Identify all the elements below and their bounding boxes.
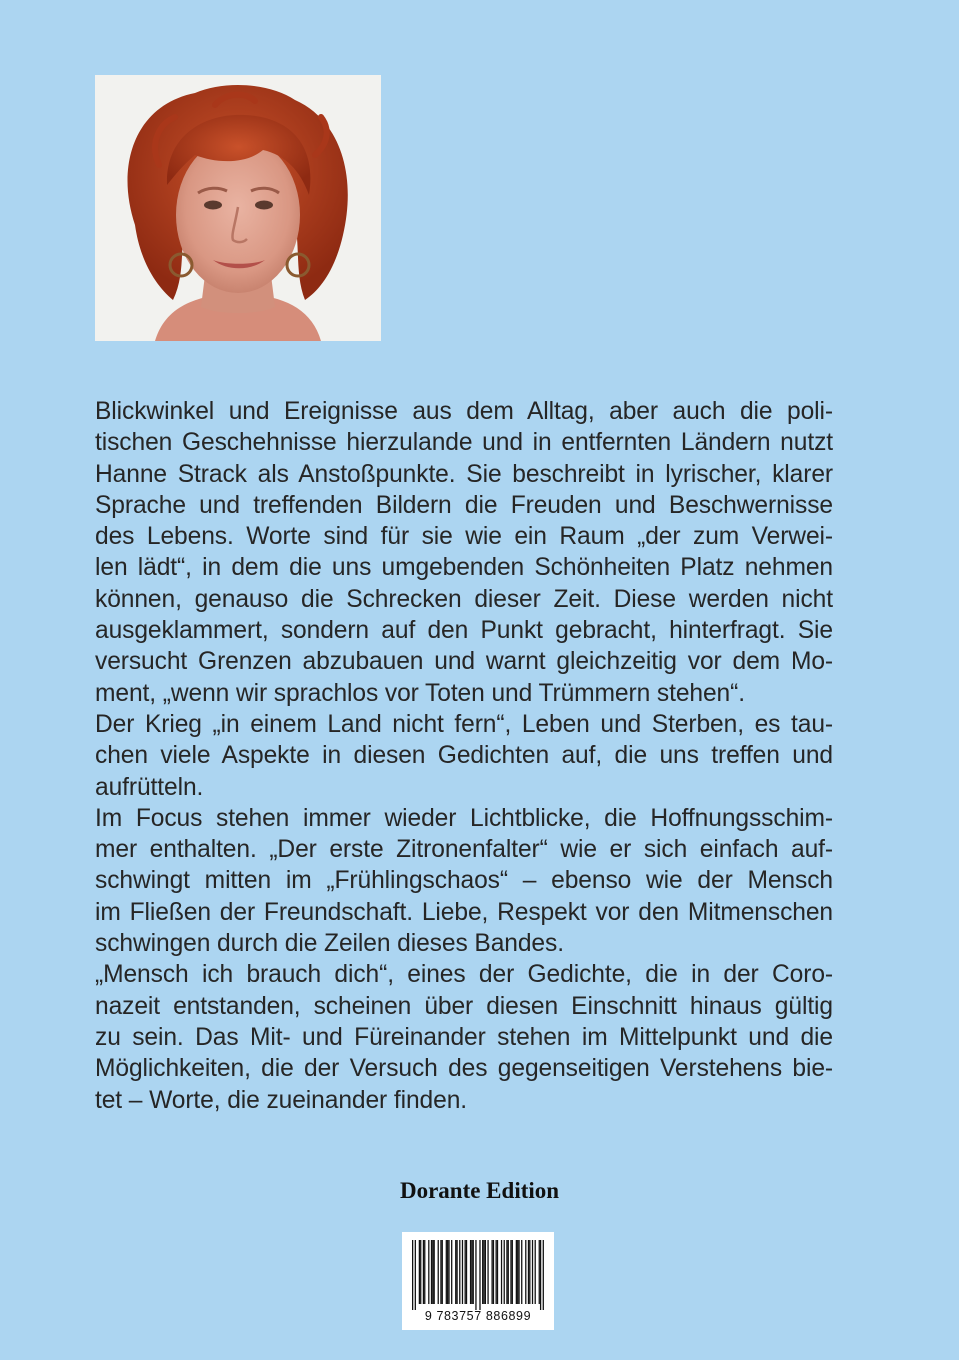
barcode-bar xyxy=(482,1240,483,1304)
barcode-bar xyxy=(456,1240,457,1304)
barcode-bar xyxy=(447,1240,448,1304)
barcode-bar xyxy=(424,1240,425,1304)
isbn-barcode xyxy=(402,1232,554,1330)
barcode-bar xyxy=(497,1240,498,1304)
barcode-bar xyxy=(517,1240,518,1304)
barcode-bar xyxy=(540,1240,541,1310)
blurb-line: schwingen durch die Zeilen dieses Bandes. xyxy=(95,930,564,958)
back-cover-blurb xyxy=(95,396,833,1116)
barcode-bar xyxy=(428,1240,429,1304)
barcode-bar xyxy=(543,1240,544,1310)
barcode-bar xyxy=(420,1240,421,1304)
barcode-bar xyxy=(516,1240,517,1304)
barcode-bar xyxy=(491,1240,492,1304)
blurb-line: Sprache und treffenden Bildern die Freuden und Beschwernisse xyxy=(95,491,833,519)
barcode-bars xyxy=(412,1240,544,1310)
barcode-bar xyxy=(465,1240,466,1304)
barcode-bar xyxy=(438,1240,439,1304)
blurb-line: zu sein. Das Mit- und Füreinander stehen im Mittelpunkt und die xyxy=(95,1023,833,1051)
barcode-bar xyxy=(473,1240,474,1304)
blurb-line: chen viele Aspekte in diesen Gedichten auf, die uns treffen und xyxy=(95,742,833,770)
blurb-line: ausgeklammert, sondern auf den Punkt gebracht, hinterfragt. Sie xyxy=(95,617,833,645)
barcode-bar xyxy=(442,1240,443,1304)
barcode-bar xyxy=(459,1240,460,1304)
barcode-bar xyxy=(539,1240,540,1304)
blurb-line: Hanne Strack als Anstoßpunkte. Sie beschreibt in lyrischer, klarer xyxy=(95,460,833,488)
barcode-bar xyxy=(434,1240,435,1304)
barcode-bar xyxy=(415,1240,416,1310)
barcode-bar xyxy=(440,1240,441,1304)
barcode-bar xyxy=(448,1240,449,1304)
barcode-bar xyxy=(419,1240,420,1304)
barcode-bar xyxy=(506,1240,507,1304)
publisher-name: Dorante Edition xyxy=(399,1178,560,1203)
barcode-bar xyxy=(504,1240,505,1304)
blurb-line: len lädt“, in dem die uns umgebenden Schönheiten Platz nehmen xyxy=(95,554,833,582)
blurb-line: versucht Grenzen abzubauen und warnt gleichzeitig vor dem Mo- xyxy=(95,648,833,676)
blurb-line: schwingt mitten im „Frühlingschaos“ – ebenso wie der Mensch xyxy=(95,867,833,895)
barcode-bar xyxy=(525,1240,526,1304)
barcode-bar xyxy=(412,1240,413,1310)
barcode-bar xyxy=(501,1240,502,1304)
blurb-line: Im Focus stehen immer wieder Lichtblicke, die Hoffnungsschim- xyxy=(95,804,833,832)
barcode-bar xyxy=(479,1240,480,1310)
barcode-bar xyxy=(493,1240,494,1304)
barcode-bar xyxy=(521,1240,522,1304)
blurb-line: nazeit entstanden, scheinen über diesen Einschnitt hinaus gültig xyxy=(95,992,833,1020)
blurb-line: Der Krieg „in einem Land nicht fern“, Leben und Sterben, es tau- xyxy=(95,710,833,738)
barcode-bar xyxy=(431,1240,432,1304)
barcode-bar xyxy=(462,1240,463,1304)
blurb-line: tischen Geschehnisse hierzulande und in entfernten Ländern nutzt xyxy=(95,429,833,457)
author-portrait-photo xyxy=(95,75,381,341)
barcode-bar xyxy=(483,1240,484,1304)
barcode-bar xyxy=(512,1240,513,1304)
barcode-bar xyxy=(423,1240,424,1304)
blurb-line: tet – Worte, die zueinander finden. xyxy=(95,1086,468,1114)
barcode-bar xyxy=(455,1240,456,1304)
barcode-bar xyxy=(518,1240,519,1304)
blurb-line: Blickwinkel und Ereignisse aus dem Alltag, aber auch die poli- xyxy=(95,398,833,425)
blurb-line: ment, „wenn wir sprachlos vor Toten und Trümmern stehen“. xyxy=(95,679,745,707)
barcode-bar xyxy=(446,1240,447,1304)
blurb-line: aufrütteln. xyxy=(95,773,204,801)
barcode-bar xyxy=(529,1240,530,1304)
blurb-line: „Mensch ich brauch dich“, eines der Gedichte, die in der Coro- xyxy=(95,961,833,989)
blurb-line: können, genauso die Schrecken dieser Zeit. Diese werden nicht xyxy=(95,585,833,613)
barcode-bar xyxy=(496,1240,497,1304)
barcode-bar xyxy=(470,1240,471,1304)
blurb-line: Möglichkeiten, die der Versuch des gegenseitigen Verstehens bie- xyxy=(95,1055,833,1083)
barcode-bar xyxy=(528,1240,529,1304)
isbn-number: 9 783757 886899 xyxy=(424,1309,532,1323)
author-portrait xyxy=(95,75,381,341)
barcode-bar xyxy=(508,1240,509,1304)
barcode-bar xyxy=(485,1240,486,1304)
barcode-bar xyxy=(535,1240,536,1304)
blurb-line: im Fließen der Freundschaft. Liebe, Respekt vor den Mitmenschen xyxy=(95,898,833,926)
barcode-bar xyxy=(471,1240,472,1304)
blurb-line: des Lebens. Worte sind für sie wie ein Raum „der zum Verwei- xyxy=(95,523,833,551)
barcode-bar xyxy=(487,1240,488,1304)
barcode-bar xyxy=(432,1240,433,1304)
barcode-bar xyxy=(475,1240,476,1310)
blurb-line: mer enthalten. „Der erste Zitronenfalter“ wie er sich einfach auf- xyxy=(95,836,833,864)
barcode-bar xyxy=(510,1240,511,1304)
barcode-bar xyxy=(466,1240,467,1304)
barcode-bar xyxy=(451,1240,452,1304)
barcode-bar xyxy=(532,1240,533,1304)
